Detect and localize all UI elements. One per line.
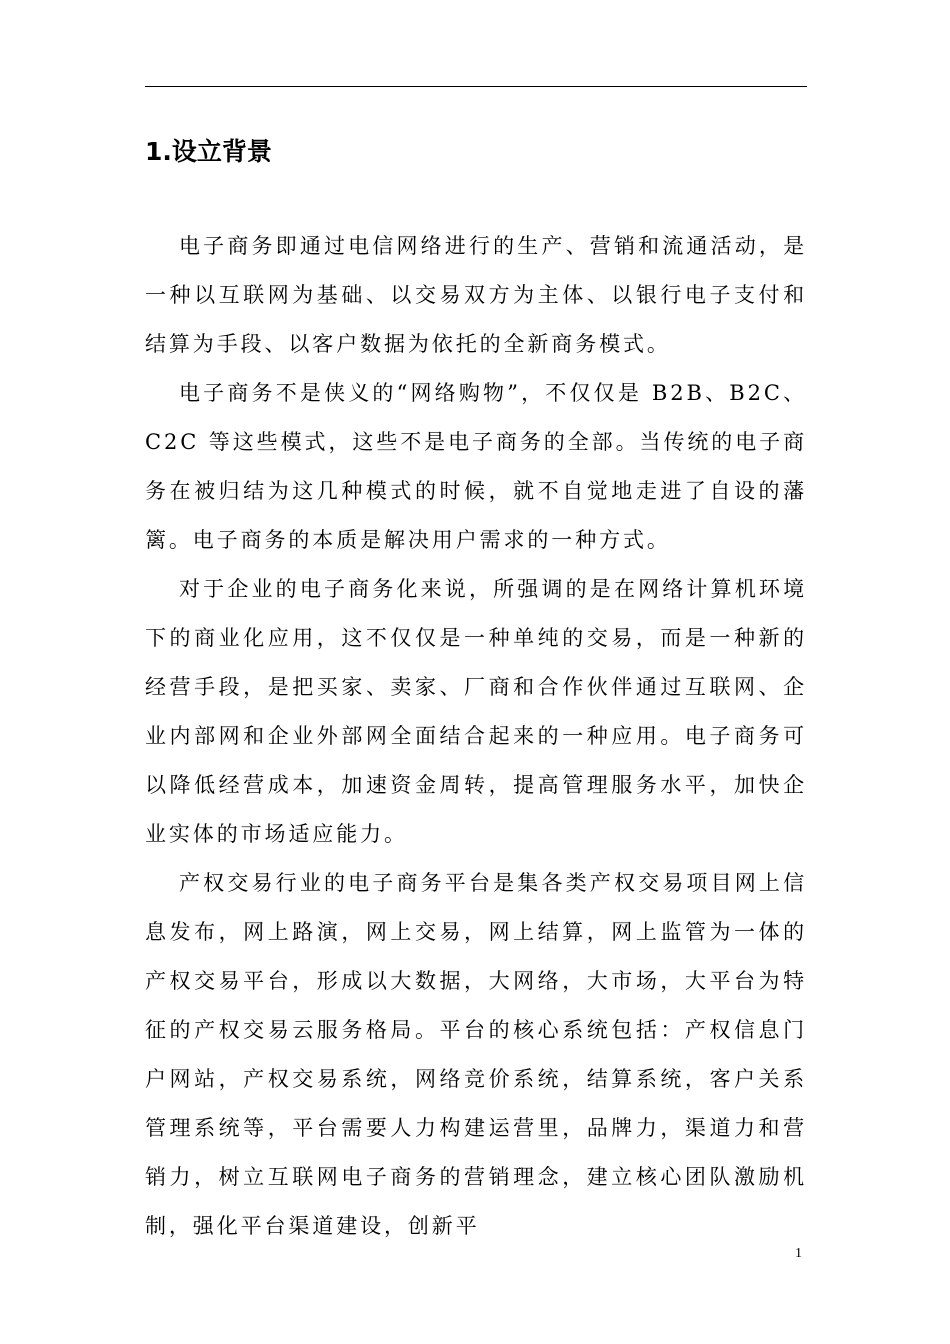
- paragraph-4: 产权交易行业的电子商务平台是集各类产权交易项目网上信息发布，网上路演，网上交易，网上结算，网上监管为一体的产权交易平台，形成以大数据，大网络，大市场，大平台为特征的产权交易云服务格局。平台的核心系统包括：产权信息门户网站，产权交易系统，网络竞价系统，结算系统，客户关系管理系统等，平台需要人力构建运营里，品牌力，渠道力和营销力，树立互联网电子商务的营销理念，建立核心团队激励机制，强化平台渠道建设，创新平: [145, 871, 807, 1238]
- paragraph-2: 电子商务不是侠义的“网络购物”，不仅仅是 B2B、B2C、C2C 等这些模式，这些不是电子商务的全部。当传统的电子商务在被归结为这几种模式的时候，就不自觉地走进了自设的藩篱。电子商务的本质是解决用户需求的一种方式。: [145, 381, 807, 552]
- paragraph-3: 对于企业的电子商务化来说，所强调的是在网络计算机环境下的商业化应用，这不仅仅是一种单纯的交易，而是一种新的经营手段，是把买家、卖家、厂商和合作伙伴通过互联网、企业内部网和企业外部网全面结合起来的一种应用。电子商务可以降低经营成本，加速资金周转，提高管理服务水平，加快企业实体的市场适应能力。: [145, 577, 807, 846]
- section-heading: 1.设立背景: [145, 137, 272, 166]
- body-text: [145, 222, 807, 1251]
- page-number: 1: [795, 1246, 802, 1261]
- header-rule: [145, 86, 807, 87]
- paragraph-1: 电子商务即通过电信网络进行的生产、营销和流通活动，是一种以互联网为基础、以交易双方为主体、以银行电子支付和结算为手段、以客户数据为依托的全新商务模式。: [145, 234, 807, 356]
